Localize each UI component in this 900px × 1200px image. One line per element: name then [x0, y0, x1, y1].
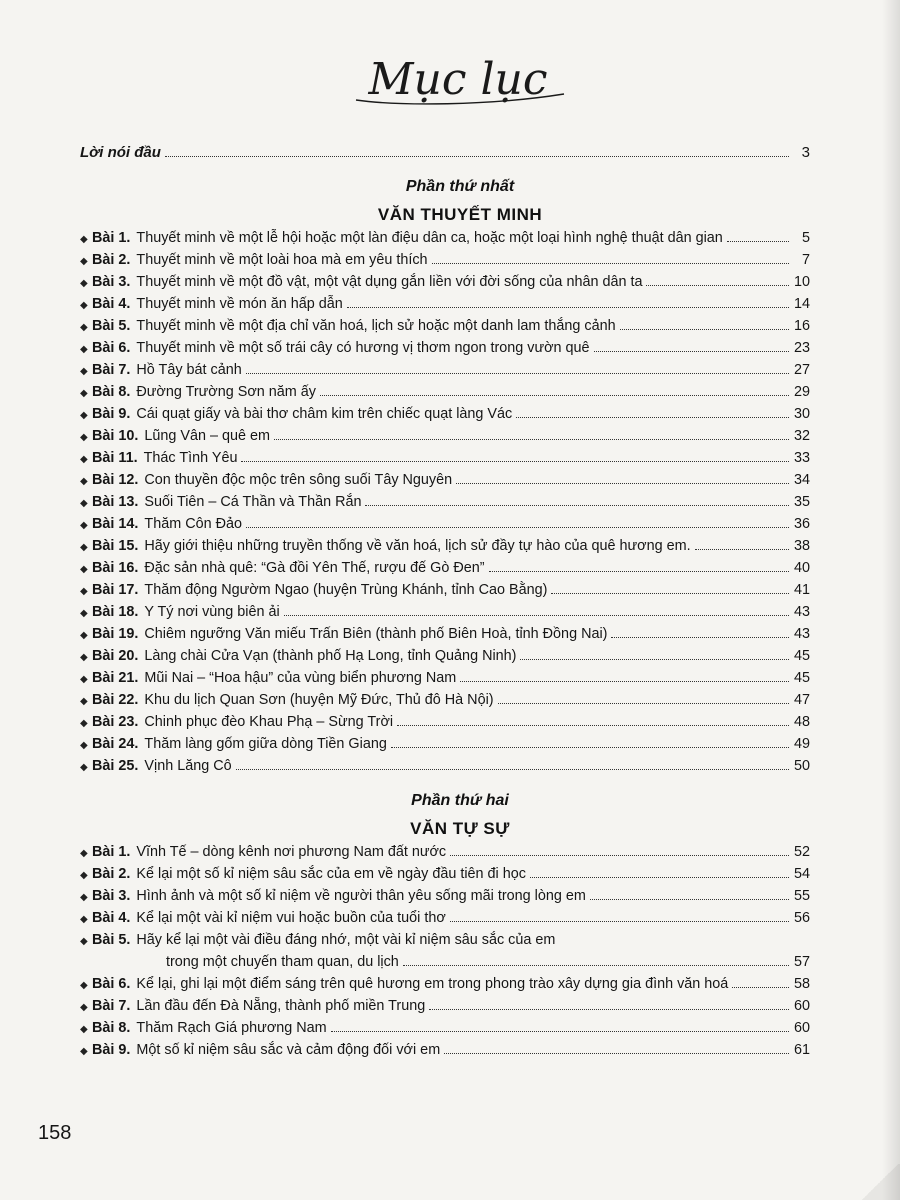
toc-entry[interactable]	[80, 844, 810, 866]
dot-leader	[450, 855, 789, 856]
page-number: 158	[38, 1122, 72, 1144]
bullet-icon: ◆	[80, 366, 88, 377]
lesson-title: Thăm Côn Đảo	[144, 516, 242, 532]
lesson-number: Bài 15.	[92, 538, 139, 554]
lesson-title: Con thuyền độc mộc trên sông suối Tây Nguyên	[144, 472, 453, 488]
toc-entry[interactable]	[80, 384, 810, 406]
bullet-icon: ◆	[80, 914, 88, 925]
lesson-title: Kể lại, ghi lại một điểm sáng trên quê hương em trong phong trào xây dựng gia đình văn hoá	[136, 976, 729, 992]
lesson-title: Mũi Nai – “Hoa hậu” của vùng biển phương Nam	[144, 670, 457, 686]
lesson-page: 48	[793, 714, 810, 730]
toc-entry[interactable]	[80, 626, 810, 648]
lesson-title: Hồ Tây bát cảnh	[136, 362, 242, 378]
dot-leader	[284, 615, 789, 616]
dot-leader	[365, 505, 789, 506]
lesson-page: 41	[793, 582, 810, 598]
toc-entry[interactable]	[80, 736, 810, 758]
dot-leader	[646, 285, 789, 286]
toc-entry[interactable]	[80, 582, 810, 604]
page-edge-shadow	[882, 0, 900, 1200]
lesson-title: Thuyết minh về một loài hoa mà em yêu thích	[136, 252, 428, 268]
lesson-title: Vĩnh Tế – dòng kênh nơi phương Nam đất nước	[136, 844, 447, 860]
preface-page: 3	[801, 144, 810, 161]
dot-leader	[331, 1031, 789, 1032]
bullet-icon: ◆	[80, 256, 88, 267]
toc-entry[interactable]	[80, 932, 810, 954]
lesson-page: 54	[793, 866, 810, 882]
lesson-number: Bài 6.	[92, 340, 131, 356]
bullet-icon: ◆	[80, 696, 88, 707]
dot-leader	[165, 156, 789, 157]
lesson-page: 55	[793, 888, 810, 904]
toc-entry[interactable]	[80, 318, 810, 340]
lesson-page: 14	[793, 296, 810, 312]
lesson-page: 7	[801, 252, 810, 268]
toc-entry[interactable]	[80, 910, 810, 932]
lesson-title: Đặc sản nhà quê: “Gà đồi Yên Thế, rượu đế Gò Đen”	[144, 560, 485, 576]
lesson-title: Lũng Vân – quê em	[144, 428, 271, 444]
bullet-icon: ◆	[80, 454, 88, 465]
dot-leader	[520, 659, 789, 660]
lesson-page: 27	[793, 362, 810, 378]
part-label: Phần thứ hai	[411, 792, 509, 809]
bullet-icon: ◆	[80, 1046, 88, 1057]
lesson-title: Thuyết minh về một lễ hội hoặc một làn điệu dân ca, hoặc một loại hình nghệ thuật dân gian	[136, 230, 723, 246]
preface-row[interactable]	[80, 144, 810, 174]
bullet-icon: ◆	[80, 410, 88, 421]
lesson-page: 23	[793, 340, 810, 356]
lesson-number: Bài 18.	[92, 604, 139, 620]
lesson-page: 30	[793, 406, 810, 422]
lesson-title: Thuyết minh về một địa chỉ văn hoá, lịch sử hoặc một danh lam thắng cảnh	[136, 318, 616, 334]
dot-leader	[727, 241, 789, 242]
toc-entry[interactable]	[80, 450, 810, 472]
dot-leader	[274, 439, 789, 440]
lesson-title: Chinh phục đèo Khau Phạ – Sừng Trời	[144, 714, 394, 730]
lesson-page: 47	[793, 692, 810, 708]
lesson-number: Bài 10.	[92, 428, 139, 444]
lesson-page: 57	[793, 954, 810, 970]
table-of-contents	[80, 144, 810, 1064]
lesson-number: Bài 21.	[92, 670, 139, 686]
lesson-number: Bài 23.	[92, 714, 139, 730]
dot-leader	[444, 1053, 789, 1054]
part-name: VĂN THUYẾT MINH	[377, 205, 543, 224]
toc-entry[interactable]	[80, 670, 810, 692]
dot-leader	[551, 593, 789, 594]
lesson-title-continued: trong một chuyến tham quan, du lịch	[166, 954, 399, 970]
toc-entry[interactable]	[80, 428, 810, 450]
dot-leader	[347, 307, 789, 308]
lesson-page: 10	[793, 274, 810, 290]
lesson-title: Một số kỉ niệm sâu sắc và cảm động đối với em	[136, 1042, 441, 1058]
bullet-icon: ◆	[80, 848, 88, 859]
bullet-icon: ◆	[80, 300, 88, 311]
dot-leader	[590, 899, 789, 900]
toc-entry[interactable]	[80, 888, 810, 910]
bullet-icon: ◆	[80, 586, 88, 597]
lesson-number: Bài 20.	[92, 648, 139, 664]
lesson-page: 35	[793, 494, 810, 510]
lesson-number: Bài 2.	[92, 252, 131, 268]
lesson-number: Bài 7.	[92, 362, 131, 378]
bullet-icon: ◆	[80, 608, 88, 619]
lesson-page: 61	[793, 1042, 810, 1058]
lesson-title: Kể lại một vài kỉ niệm vui hoặc buồn của tuổi thơ	[136, 910, 446, 926]
dot-leader	[320, 395, 789, 396]
lesson-title: Vịnh Lăng Cô	[144, 758, 232, 774]
title-calligraphy	[338, 48, 578, 110]
lesson-title: Thác Tình Yêu	[143, 450, 238, 466]
toc-entry[interactable]	[80, 252, 810, 274]
toc-entry[interactable]	[80, 340, 810, 362]
lesson-number: Bài 5.	[92, 318, 131, 334]
lesson-title: Đường Trường Sơn năm ấy	[136, 384, 316, 400]
bullet-icon: ◆	[80, 278, 88, 289]
bullet-icon: ◆	[80, 630, 88, 641]
lesson-title: Hãy giới thiệu những truyền thống về văn hoá, lịch sử đầy tự hào của quê hương em.	[144, 538, 691, 554]
lesson-number: Bài 16.	[92, 560, 139, 576]
dot-leader	[611, 637, 789, 638]
lesson-number: Bài 2.	[92, 866, 131, 882]
page-title	[338, 48, 578, 110]
lesson-number: Bài 19.	[92, 626, 139, 642]
lesson-title: Hình ảnh và một số kỉ niệm về người thân yêu sống mãi trong lòng em	[136, 888, 586, 904]
dot-leader	[594, 351, 789, 352]
lesson-page: 38	[793, 538, 810, 554]
bullet-icon: ◆	[80, 652, 88, 663]
lesson-page: 43	[793, 604, 810, 620]
lesson-number: Bài 4.	[92, 296, 131, 312]
lesson-number: Bài 5.	[92, 932, 131, 948]
dot-leader	[432, 263, 789, 264]
lesson-page: 16	[793, 318, 810, 334]
lesson-title: Khu du lịch Quan Sơn (huyện Mỹ Đức, Thủ đô Hà Nội)	[144, 692, 494, 708]
lesson-page: 34	[793, 472, 810, 488]
bullet-icon: ◆	[80, 432, 88, 443]
lesson-page: 45	[793, 670, 810, 686]
bullet-icon: ◆	[80, 344, 88, 355]
page-corner	[860, 1164, 900, 1200]
toc-entry[interactable]	[80, 648, 810, 670]
lesson-title: Thuyết minh về món ăn hấp dẫn	[136, 296, 343, 312]
lesson-title: Làng chài Cửa Vạn (thành phố Hạ Long, tỉnh Quảng Ninh)	[144, 648, 517, 664]
bullet-icon: ◆	[80, 762, 88, 773]
toc-entry[interactable]	[80, 538, 810, 560]
lesson-page: 60	[793, 1020, 810, 1036]
bullet-icon: ◆	[80, 498, 88, 509]
lesson-number: Bài 25.	[92, 758, 139, 774]
lesson-page: 33	[793, 450, 810, 466]
toc-entry[interactable]	[80, 362, 810, 384]
lesson-title: Thuyết minh về một đồ vật, một vật dụng gắn liền với đời sống của nhân dân ta	[136, 274, 643, 290]
bullet-icon: ◆	[80, 980, 88, 991]
part-label: Phần thứ nhất	[405, 178, 515, 195]
dot-leader	[450, 921, 789, 922]
dot-leader	[460, 681, 789, 682]
dot-leader	[530, 877, 789, 878]
lesson-title: Kể lại một số kỉ niệm sâu sắc của em về ngày đầu tiên đi học	[136, 866, 526, 882]
toc-entry[interactable]	[80, 604, 810, 626]
dot-leader	[456, 483, 789, 484]
toc-entry[interactable]	[80, 274, 810, 296]
lesson-number: Bài 8.	[92, 1020, 131, 1036]
dot-leader	[391, 747, 789, 748]
toc-entry[interactable]	[80, 998, 810, 1020]
bullet-icon: ◆	[80, 388, 88, 399]
toc-entry[interactable]	[80, 406, 810, 428]
lesson-title: Suối Tiên – Cá Thần và Thần Rắn	[144, 494, 362, 510]
bullet-icon: ◆	[80, 322, 88, 333]
lesson-page: 58	[793, 976, 810, 992]
bullet-icon: ◆	[80, 892, 88, 903]
dot-leader	[620, 329, 789, 330]
lesson-number: Bài 1.	[92, 230, 131, 246]
toc-entry[interactable]	[80, 516, 810, 538]
bullet-icon: ◆	[80, 870, 88, 881]
dot-leader	[516, 417, 789, 418]
bullet-icon: ◆	[80, 740, 88, 751]
toc-entry-continuation[interactable]	[80, 954, 810, 976]
dot-leader	[489, 571, 789, 572]
toc-entry[interactable]	[80, 472, 810, 494]
lesson-number: Bài 13.	[92, 494, 139, 510]
toc-entry[interactable]	[80, 1020, 810, 1042]
lesson-page: 60	[793, 998, 810, 1014]
toc-entry[interactable]	[80, 866, 810, 888]
lesson-title: Thăm làng gốm giữa dòng Tiền Giang	[144, 736, 387, 752]
lesson-title: Thăm động Ngườm Ngao (huyện Trùng Khánh, tỉnh Cao Bằng)	[144, 582, 548, 598]
toc-entry[interactable]	[80, 758, 810, 780]
dot-leader	[498, 703, 789, 704]
lesson-title: Thăm Rạch Giá phương Nam	[136, 1020, 327, 1036]
lesson-page: 32	[793, 428, 810, 444]
lesson-title: Cái quạt giấy và bài thơ châm kim trên chiếc quạt làng Vác	[136, 406, 513, 422]
dot-leader	[236, 769, 789, 770]
lesson-number: Bài 3.	[92, 888, 131, 904]
lesson-title: Chiêm ngưỡng Văn miếu Trấn Biên (thành phố Biên Hoà, tỉnh Đồng Nai)	[144, 626, 608, 642]
bullet-icon: ◆	[80, 718, 88, 729]
lesson-title: Lần đầu đến Đà Nẵng, thành phố miền Trung	[136, 998, 426, 1014]
lesson-number: Bài 6.	[92, 976, 131, 992]
lesson-number: Bài 24.	[92, 736, 139, 752]
lesson-page: 49	[793, 736, 810, 752]
dot-leader	[241, 461, 789, 462]
lesson-page: 43	[793, 626, 810, 642]
lesson-number: Bài 14.	[92, 516, 139, 532]
dot-leader	[397, 725, 789, 726]
part-name: VĂN TỰ SỰ	[410, 819, 510, 838]
lesson-title: Hãy kể lại một vài điều đáng nhớ, một vài kỉ niệm sâu sắc của em	[136, 932, 556, 948]
lesson-number: Bài 8.	[92, 384, 131, 400]
lesson-page: 50	[793, 758, 810, 774]
toc-entry[interactable]	[80, 714, 810, 736]
toc-entry[interactable]	[80, 1042, 810, 1064]
lesson-page: 45	[793, 648, 810, 664]
dot-leader	[429, 1009, 789, 1010]
lesson-number: Bài 3.	[92, 274, 131, 290]
bullet-icon: ◆	[80, 476, 88, 487]
bullet-icon: ◆	[80, 936, 88, 947]
toc-entry[interactable]	[80, 692, 810, 714]
lesson-title: Y Tý nơi vùng biên ải	[144, 604, 280, 620]
lesson-number: Bài 1.	[92, 844, 131, 860]
bullet-icon: ◆	[80, 564, 88, 575]
toc-entry[interactable]	[80, 560, 810, 582]
lesson-number: Bài 4.	[92, 910, 131, 926]
bullet-icon: ◆	[80, 674, 88, 685]
lesson-page: 5	[801, 230, 810, 246]
lesson-number: Bài 9.	[92, 1042, 131, 1058]
toc-entry[interactable]	[80, 976, 810, 998]
toc-entry[interactable]	[80, 494, 810, 516]
part-spacer	[80, 780, 810, 788]
bullet-icon: ◆	[80, 1002, 88, 1013]
lesson-title: Thuyết minh về một số trái cây có hương vị thơm ngon trong vườn quê	[136, 340, 590, 356]
toc-entry[interactable]	[80, 230, 810, 252]
dot-leader	[403, 965, 789, 966]
lesson-page: 52	[793, 844, 810, 860]
lesson-number: Bài 9.	[92, 406, 131, 422]
dot-leader	[695, 549, 789, 550]
dot-leader	[732, 987, 789, 988]
lesson-page: 40	[793, 560, 810, 576]
lesson-page: 36	[793, 516, 810, 532]
toc-entry[interactable]	[80, 296, 810, 318]
dot-leader	[246, 373, 789, 374]
lesson-number: Bài 12.	[92, 472, 139, 488]
bullet-icon: ◆	[80, 520, 88, 531]
bullet-icon: ◆	[80, 1024, 88, 1035]
lesson-number: Bài 22.	[92, 692, 139, 708]
title-text: Mục lục	[368, 54, 548, 105]
lesson-number: Bài 7.	[92, 998, 131, 1014]
lesson-page: 29	[793, 384, 810, 400]
lesson-number: Bài 17.	[92, 582, 139, 598]
lesson-number: Bài 11.	[92, 450, 138, 466]
dot-leader	[246, 527, 789, 528]
lesson-page: 56	[793, 910, 810, 926]
preface-label: Lời nói đầu	[80, 144, 161, 161]
bullet-icon: ◆	[80, 234, 88, 245]
bullet-icon: ◆	[80, 542, 88, 553]
